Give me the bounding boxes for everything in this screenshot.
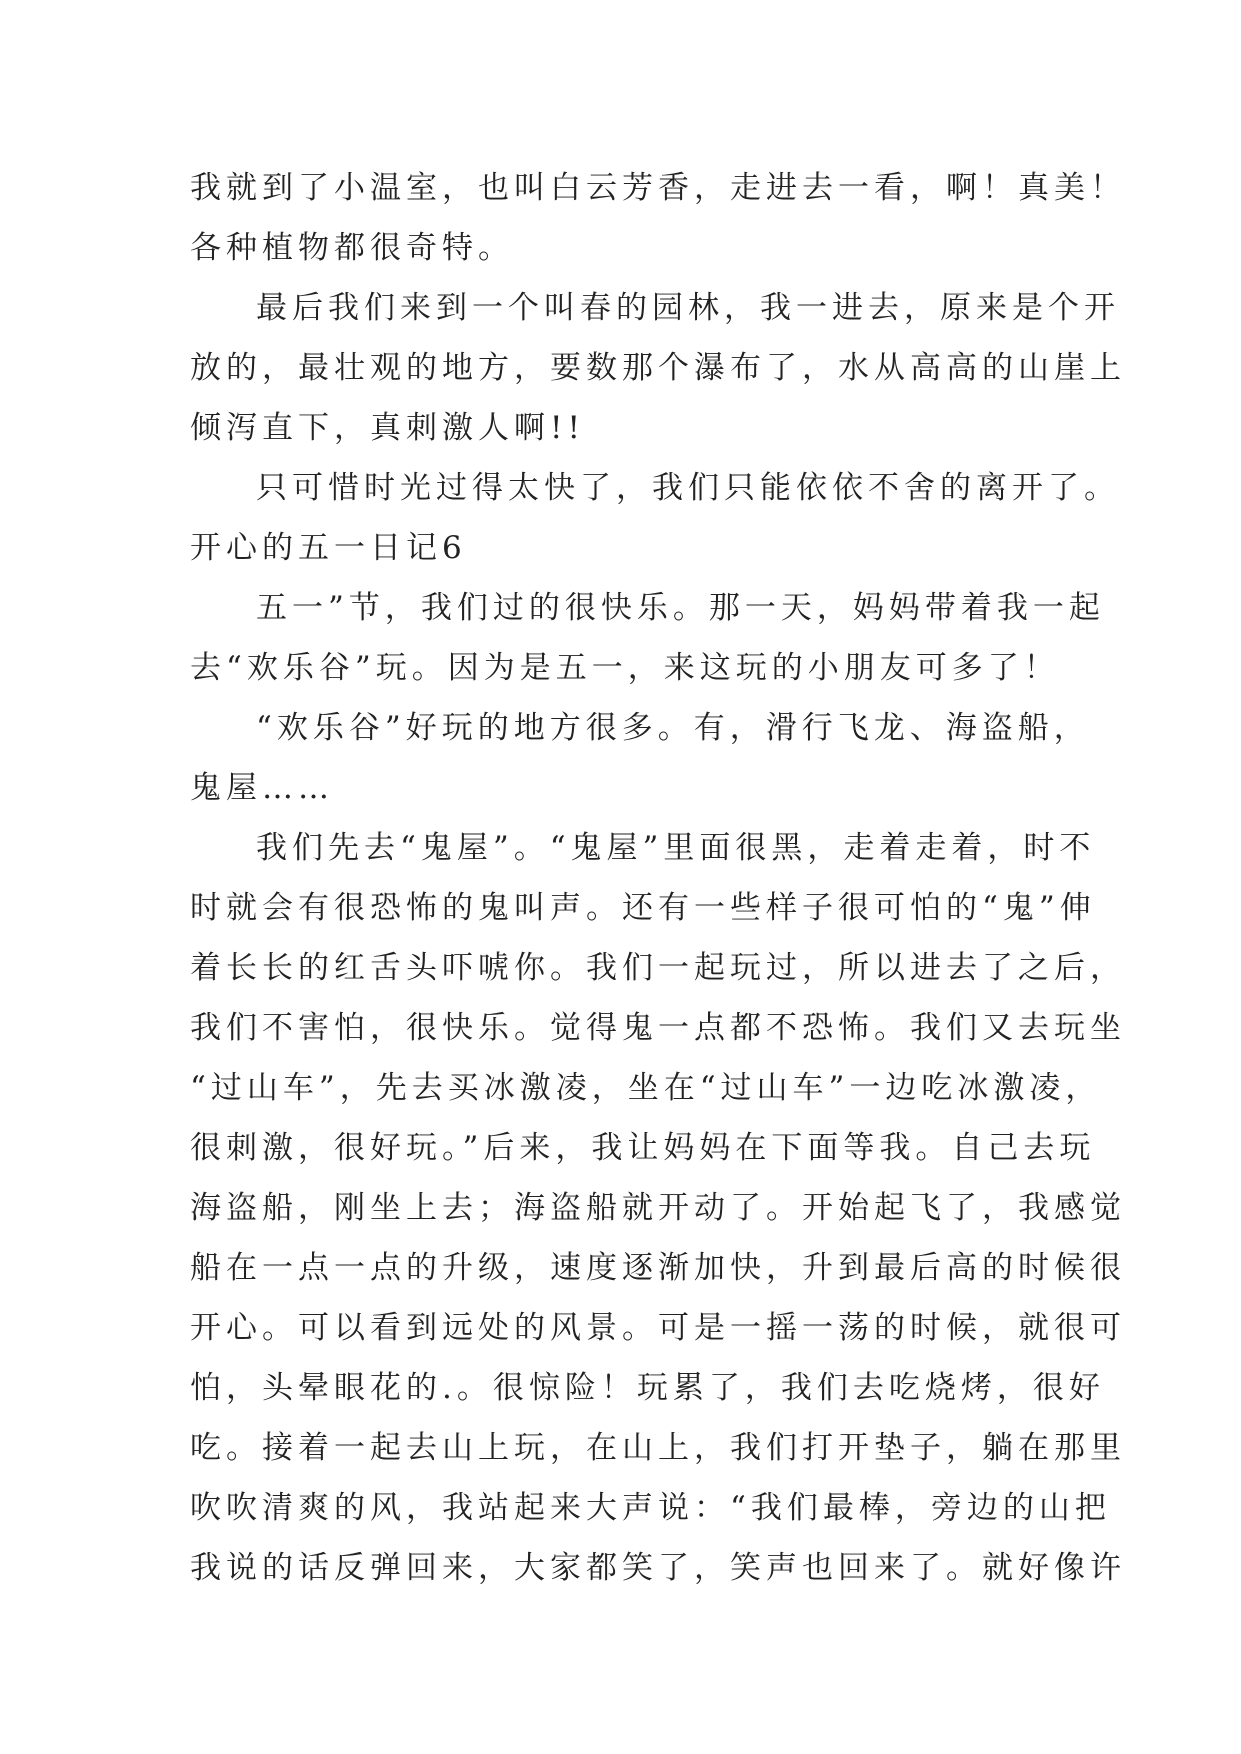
paragraph-start-line: 我们先去“鬼屋”。“鬼屋”里面很黑，走着走着，时不 — [256, 830, 1096, 866]
text-line: 鬼屋…… — [190, 770, 334, 806]
text-line: 吹吹清爽的风，我站起来大声说：“我们最棒，旁边的山把 — [190, 1490, 1111, 1526]
text-line: 开心。可以看到远处的风景。可是一摇一荡的时候，就很可 — [190, 1310, 1126, 1346]
document-body — [190, 158, 1126, 1598]
text-line: 时就会有很恐怖的鬼叫声。还有一些样子很可怕的“鬼”伸 — [190, 890, 1096, 926]
text-line: 各种植物都很奇特。 — [190, 230, 514, 266]
text-line: 我说的话反弹回来，大家都笑了，笑声也回来了。就好像许 — [190, 1550, 1126, 1586]
text-line: 怕，头晕眼花的.。很惊险！玩累了，我们去吃烧烤，很好 — [190, 1370, 1105, 1406]
text-line: 去“欢乐谷”玩。因为是五一，来这玩的小朋友可多了！ — [190, 650, 1060, 686]
text-line: 海盗船，刚坐上去；海盗船就开动了。开始起飞了，我感觉 — [190, 1190, 1126, 1226]
text-line: “过山车”，先去买冰激凌，坐在“过山车”一边吃冰激凌， — [190, 1070, 1102, 1106]
text-line: 很刺激，很好玩。”后来，我让妈妈在下面等我。自己去玩 — [190, 1130, 1096, 1166]
paragraph-start-line: “欢乐谷”好玩的地方很多。有，滑行飞龙、海盗船， — [256, 710, 1090, 746]
text-line: 我就到了小温室，也叫白云芳香，走进去一看，啊！真美！ — [190, 170, 1126, 206]
text-line: 我们不害怕，很快乐。觉得鬼一点都不恐怖。我们又去玩坐 — [190, 1010, 1126, 1046]
text-line: 吃。接着一起去山上玩，在山上，我们打开垫子，躺在那里 — [190, 1430, 1126, 1466]
text-line: 倾泻直下，真刺激人啊!! — [190, 410, 585, 446]
text-line: 放的，最壮观的地方，要数那个瀑布了，水从高高的山崖上 — [190, 350, 1126, 386]
text-line: 船在一点一点的升级，速度逐渐加快，升到最后高的时候很 — [190, 1250, 1126, 1286]
paragraph-start-line: 只可惜时光过得太快了，我们只能依依不舍的离开了。 — [256, 470, 1120, 506]
text-line: 着长长的红舌头吓唬你。我们一起玩过，所以进去了之后， — [190, 950, 1126, 986]
paragraph-start-line: 五一”节，我们过的很快乐。那一天，妈妈带着我一起 — [256, 590, 1105, 626]
paragraph-start-line: 最后我们来到一个叫春的园林，我一进去，原来是个开 — [256, 290, 1120, 326]
section-heading: 开心的五一日记6 — [190, 530, 467, 566]
